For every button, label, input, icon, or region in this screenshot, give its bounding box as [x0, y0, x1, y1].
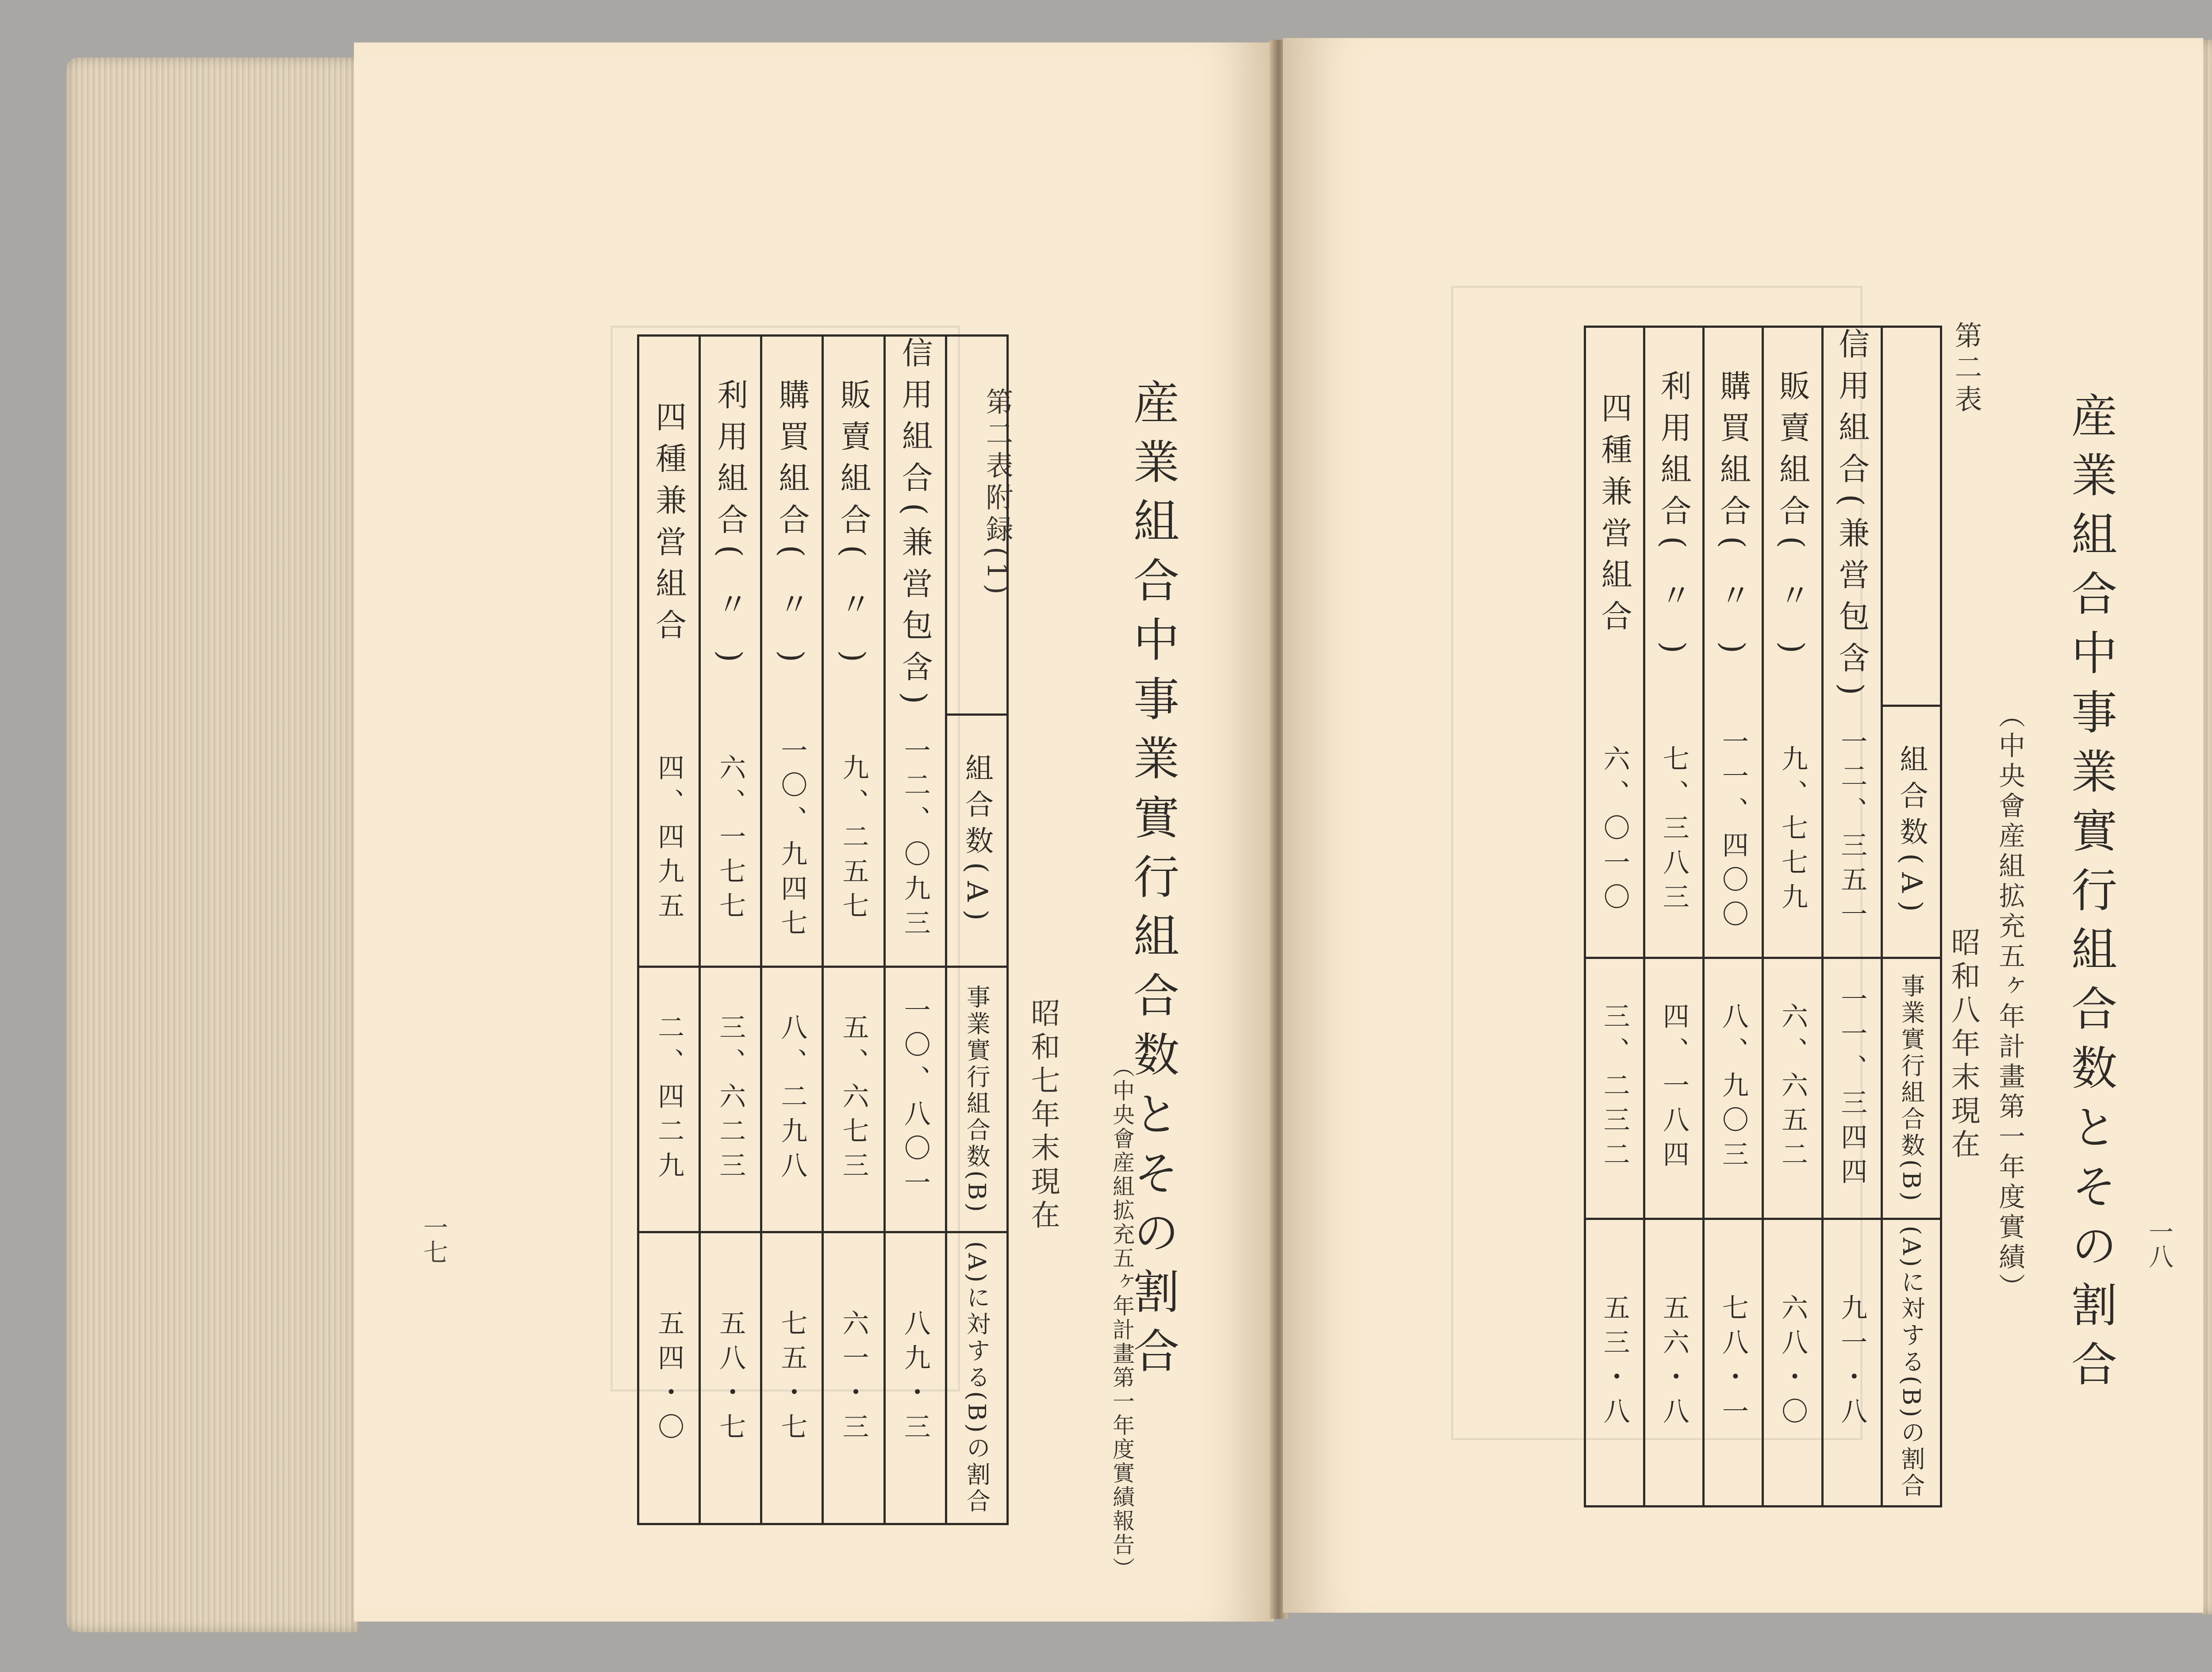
count-b-cell: 八、九〇三 [1704, 958, 1763, 1219]
count-a-cell: 六、一七七 [700, 715, 761, 967]
count-a-cell: 九、七七九 [1763, 706, 1822, 958]
row-name-cell: 四種兼営組合 [1585, 327, 1644, 706]
count-b-cell: 五、六七三 [823, 967, 884, 1232]
row-name-cell: 四種兼営組合 [638, 336, 700, 715]
left-source-note: （中央會産組拡充五ヶ年計畫第一年度實績報告） [1109, 1055, 1135, 1581]
ratio-cell: 五四・〇 [638, 1232, 700, 1524]
column-header-ratio: (A)に対する(B)の割合 [1882, 1219, 1941, 1507]
left-stats-table [637, 334, 1009, 1525]
left-page-title: 産業組合中事業實行組合数とその割合 [1125, 379, 1179, 1386]
count-b-cell: 一〇、八〇一 [884, 967, 946, 1232]
count-a-cell: 一〇、九四七 [761, 715, 823, 967]
right-source-note: （中央會産組拡充五ヶ年計畫第一年度實績） [1994, 702, 2025, 1303]
right-page [1283, 38, 2203, 1613]
ratio-cell: 七八・一 [1704, 1219, 1763, 1507]
left-page [354, 42, 1274, 1622]
ratio-cell: 五八・七 [700, 1232, 761, 1524]
column-header-ratio: (A)に対する(B)の割合 [946, 1232, 1007, 1524]
right-stats-table [1584, 326, 1942, 1507]
count-a-cell: 七、三八三 [1644, 706, 1704, 958]
column-header-a: 組合数(A) [1882, 706, 1941, 958]
count-b-cell: 一一、三四四 [1822, 958, 1882, 1219]
ratio-cell: 六一・三 [823, 1232, 884, 1524]
ratio-cell: 五三・八 [1585, 1219, 1644, 1507]
right-page-number: 一八 [2145, 1219, 2174, 1269]
ratio-cell: 八九・三 [884, 1232, 946, 1524]
row-name-cell: 販賣組合( 〃 ) [823, 336, 884, 715]
ratio-cell: 六八・〇 [1763, 1219, 1822, 1507]
count-a-cell: 四、四九五 [638, 715, 700, 967]
row-name-cell: 購買組合( 〃 ) [761, 336, 823, 715]
count-a-cell: 一二、〇九三 [884, 715, 946, 967]
count-b-cell: 三、二三二 [1585, 958, 1644, 1219]
right-table-label: 第二表 [1950, 321, 1982, 417]
row-name-cell: 利用組合( 〃 ) [1644, 327, 1704, 706]
right-date-note: 昭和八年末現在 [1946, 927, 1980, 1162]
count-b-cell: 三、六二三 [700, 967, 761, 1232]
count-a-cell: 一二、三五一 [1822, 706, 1882, 958]
right-page-title: 産業組合中事業實行組合数とその割合 [2063, 392, 2117, 1400]
ratio-cell: 七五・七 [761, 1232, 823, 1524]
column-header-a: 組合数(A) [946, 715, 1007, 967]
count-a-cell: 九、二五七 [823, 715, 884, 967]
column-header-blank [1882, 327, 1941, 706]
count-a-cell: 六、〇一〇 [1585, 706, 1644, 958]
count-b-cell: 八、二九八 [761, 967, 823, 1232]
row-name-cell: 販賣組合( 〃 ) [1763, 327, 1822, 706]
ratio-cell: 九一・八 [1822, 1219, 1882, 1507]
column-header-b: 事業實行組合数(B) [1882, 958, 1941, 1219]
left-table-label: 第二表附録(1) [981, 387, 1014, 599]
column-header-b: 事業實行組合数(B) [946, 967, 1007, 1232]
left-date-note: 昭和七年末現在 [1026, 998, 1060, 1233]
count-b-cell: 六、六五二 [1763, 958, 1822, 1219]
left-page-number: 一七 [419, 1215, 448, 1264]
ratio-cell: 五六・八 [1644, 1219, 1704, 1507]
count-b-cell: 二、四二九 [638, 967, 700, 1232]
row-name-cell: 利用組合( 〃 ) [700, 336, 761, 715]
count-a-cell: 一一、四〇〇 [1704, 706, 1763, 958]
row-name-cell: 信用組合(兼営包含) [884, 336, 946, 715]
count-b-cell: 四、一八四 [1644, 958, 1704, 1219]
column-header-blank [946, 336, 1007, 715]
row-name-cell: 信用組合(兼営包含) [1822, 327, 1882, 706]
row-name-cell: 購買組合( 〃 ) [1704, 327, 1763, 706]
left-page-edges [66, 58, 358, 1632]
